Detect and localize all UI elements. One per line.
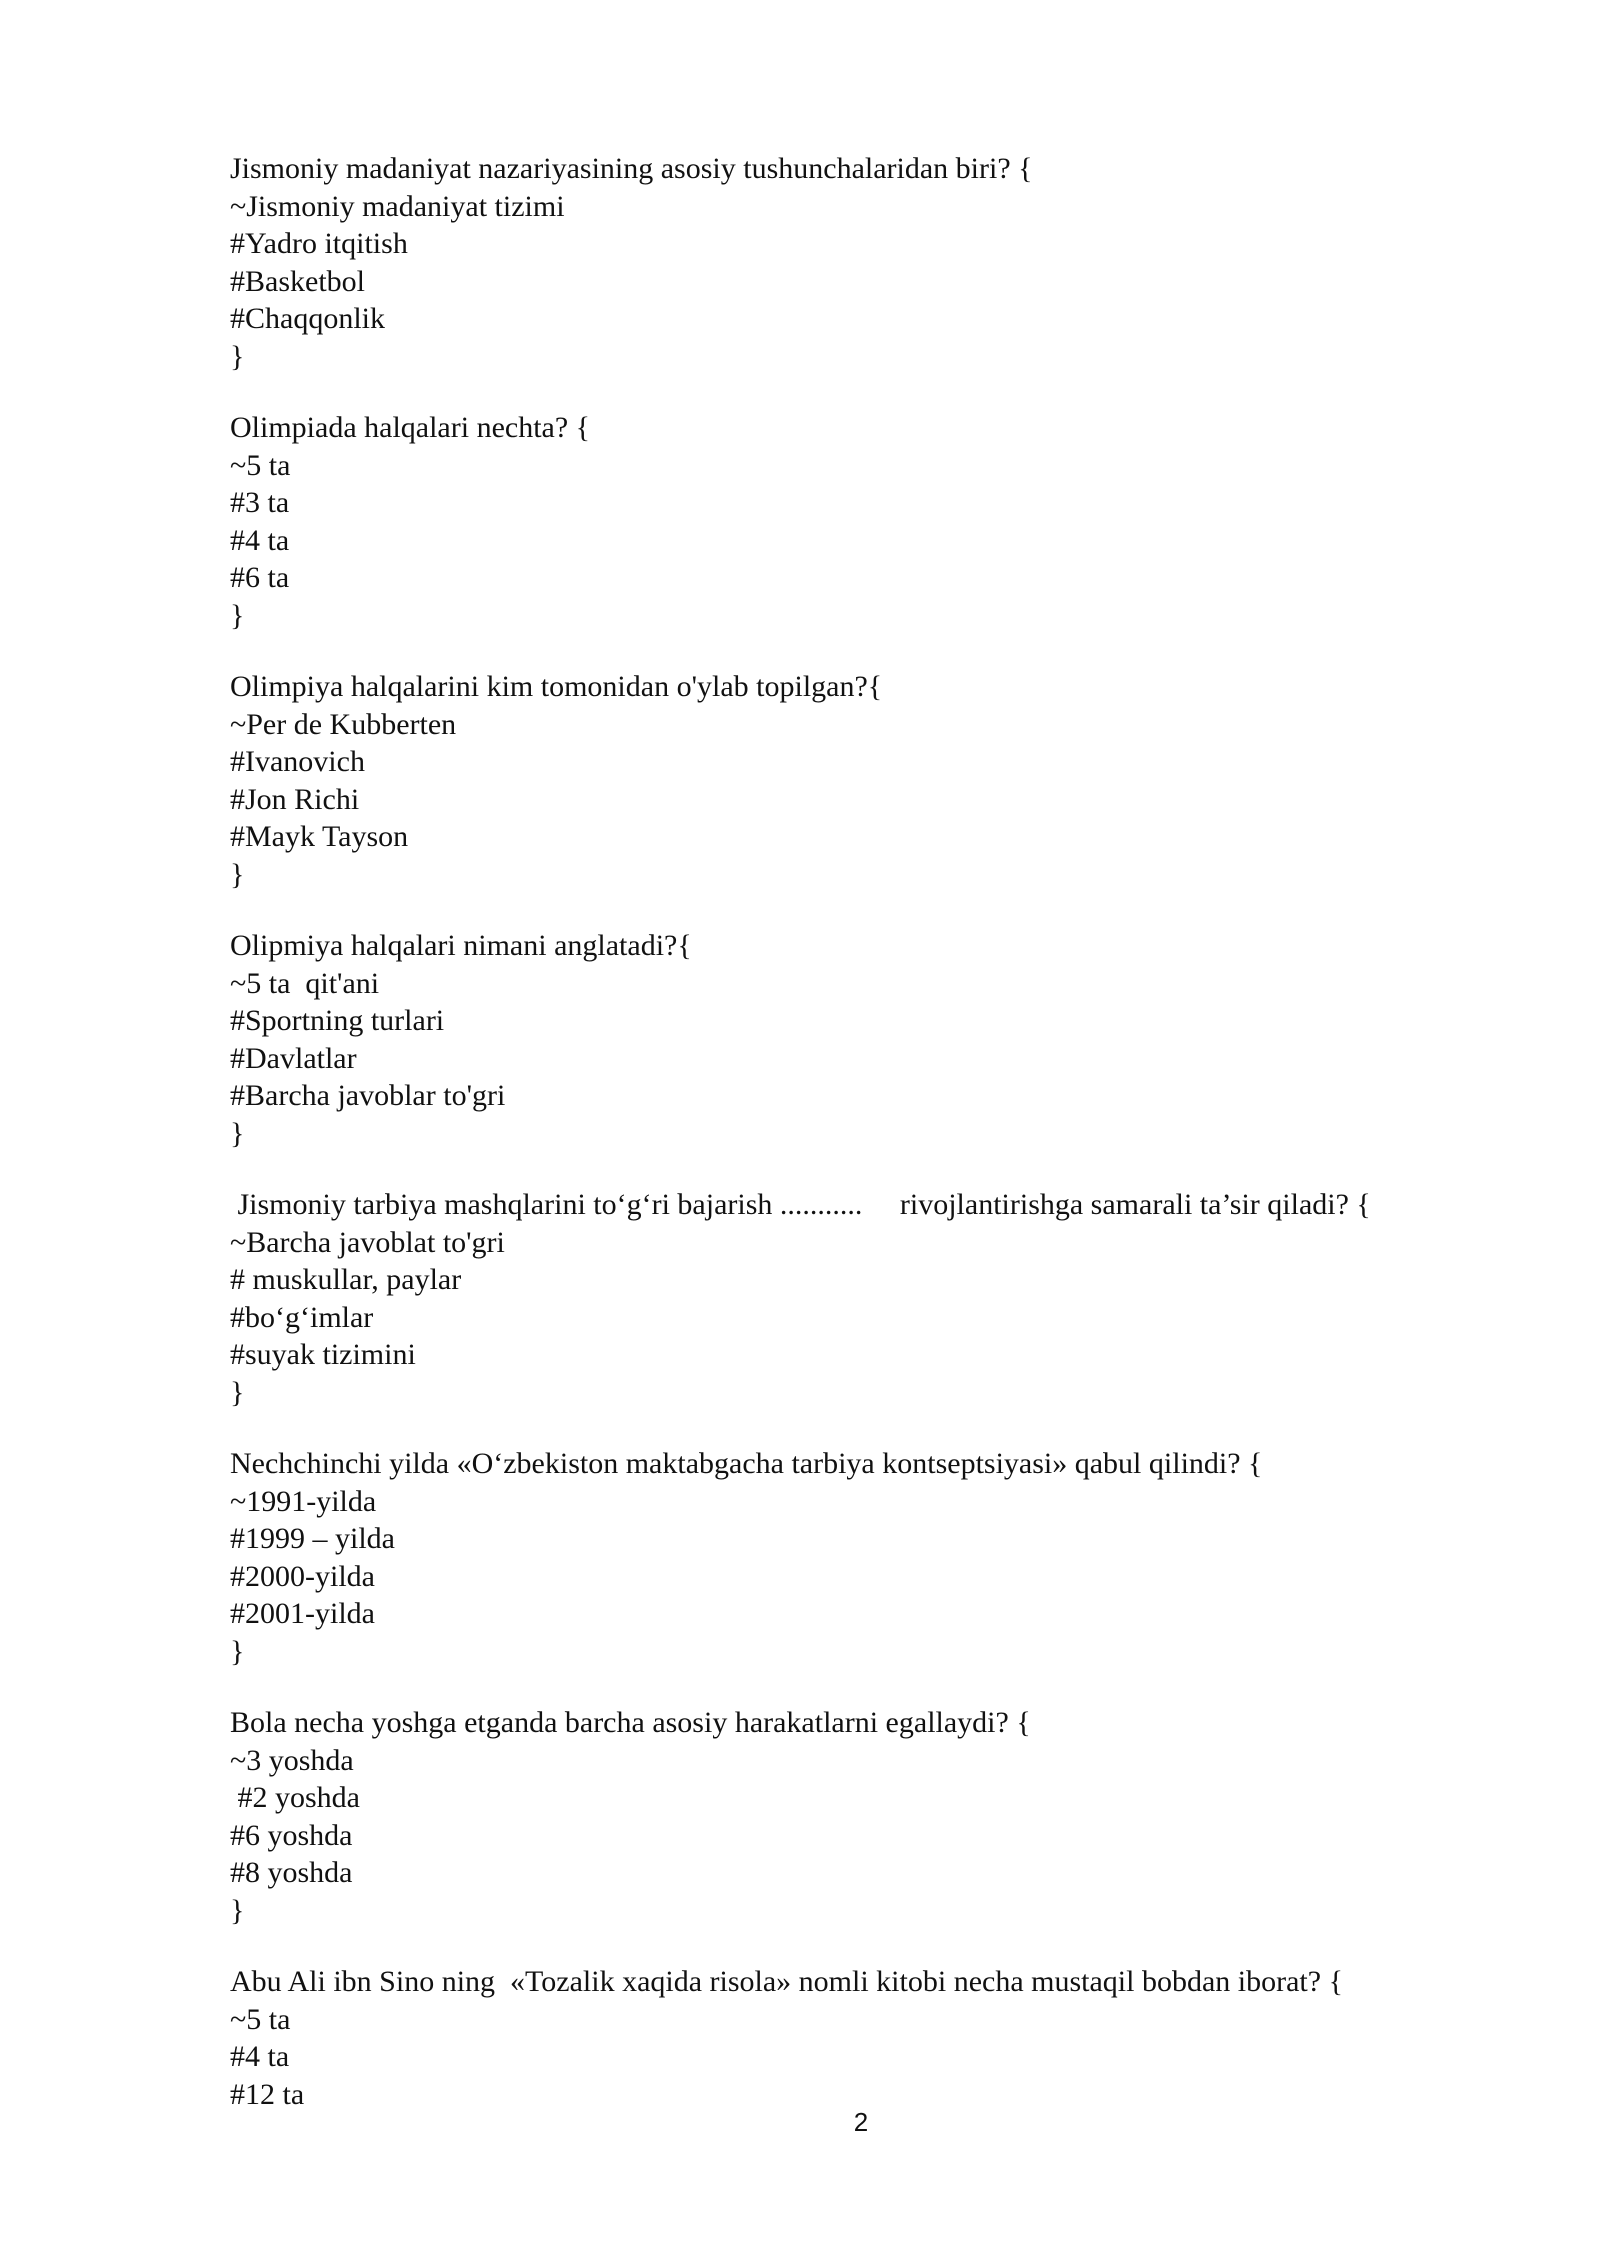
answer-option: #6 ta	[230, 561, 290, 594]
page-number: 2	[853, 2107, 869, 2137]
question-block	[230, 1445, 1480, 1670]
closing-brace: }	[230, 339, 245, 373]
answer-option-correct: ~Jismoniy madaniyat tizimi	[230, 189, 565, 223]
question-block	[230, 1186, 1480, 1411]
answer-option: # muskullar, paylar	[230, 1263, 462, 1296]
answer-option: #Davlatlar	[230, 1041, 357, 1075]
answer-option-correct: ~Per de Kubberten	[230, 707, 457, 741]
question-prompt: Jismoniy madaniyat nazariyasining asosiy tushunchalaridan biri? {	[230, 152, 1033, 185]
answer-option: #3 ta	[230, 486, 290, 519]
question-prompt: Abu Ali ibn Sino ning «Tozalik xaqida risola» nomli kitobi necha mustaqil bobdan iborat? {	[230, 1965, 1343, 1998]
question-prompt: Olipmiya halqalari nimani anglatadi?{	[230, 929, 692, 962]
answer-option: #4 ta	[230, 523, 290, 557]
closing-brace: }	[230, 1375, 245, 1409]
answer-option-correct: ~5 ta	[230, 2002, 291, 2036]
answer-option: #Sportning turlari	[230, 1004, 445, 1037]
question-prompt: Bola necha yoshga etganda barcha asosiy harakatlarni egallaydi? {	[230, 1706, 1031, 1739]
answer-option: #4 ta	[230, 2040, 290, 2073]
answer-option-correct: ~Barcha javoblat to'gri	[230, 1225, 505, 1259]
answer-option: #Mayk Tayson	[230, 820, 409, 853]
answer-option-correct: ~5 ta	[230, 448, 291, 482]
answer-option: #1999 – yilda	[230, 1522, 395, 1555]
question-block	[230, 409, 1480, 634]
question-block	[230, 927, 1480, 1152]
closing-brace: }	[230, 1893, 245, 1927]
question-block	[230, 1704, 1480, 1929]
answer-option-correct: ~5 ta qit'ani	[230, 966, 380, 1000]
answer-option: #Jon Richi	[230, 782, 360, 816]
closing-brace: }	[230, 598, 245, 632]
answer-option: #8 yoshda	[230, 1856, 353, 1889]
question-prompt: Olimpiya halqalarini kim tomonidan o'ylab topilgan?{	[230, 670, 883, 703]
closing-brace: }	[230, 1634, 245, 1668]
question-prompt: Olimpiada halqalari nechta? {	[230, 411, 591, 444]
answer-option: #bo‘g‘imlar	[230, 1300, 374, 1334]
answer-option: #Barcha javoblar to'gri	[230, 1079, 506, 1112]
answer-option-correct: ~3 yoshda	[230, 1743, 354, 1777]
answer-option: #suyak tizimini	[230, 1338, 416, 1371]
question-list	[230, 150, 1480, 2147]
question-prompt: Jismoniy tarbiya mashqlarini to‘g‘ri bajarish ........... rivojlantirishga samarali ta’sir qiladi? {	[230, 1188, 1371, 1221]
answer-option: #2001-yilda	[230, 1597, 375, 1630]
answer-option: #Basketbol	[230, 264, 365, 298]
question-block	[230, 1963, 1480, 2113]
answer-option-correct: ~1991-yilda	[230, 1484, 377, 1518]
question-block	[230, 150, 1480, 375]
question-block	[230, 668, 1480, 893]
answer-option: #2 yoshda	[230, 1781, 360, 1814]
answer-option: #2000-yilda	[230, 1559, 375, 1593]
answer-option: #12 ta	[230, 2077, 305, 2111]
answer-option: #Yadro itqitish	[230, 227, 408, 260]
answer-option: #Ivanovich	[230, 745, 365, 778]
answer-option: #Chaqqonlik	[230, 302, 385, 335]
question-prompt: Nechchinchi yilda «O‘zbekiston maktabgacha tarbiya kontseptsiyasi» qabul qilindi? {	[230, 1447, 1263, 1480]
closing-brace: }	[230, 857, 245, 891]
closing-brace: }	[230, 1116, 245, 1150]
answer-option: #6 yoshda	[230, 1818, 353, 1852]
